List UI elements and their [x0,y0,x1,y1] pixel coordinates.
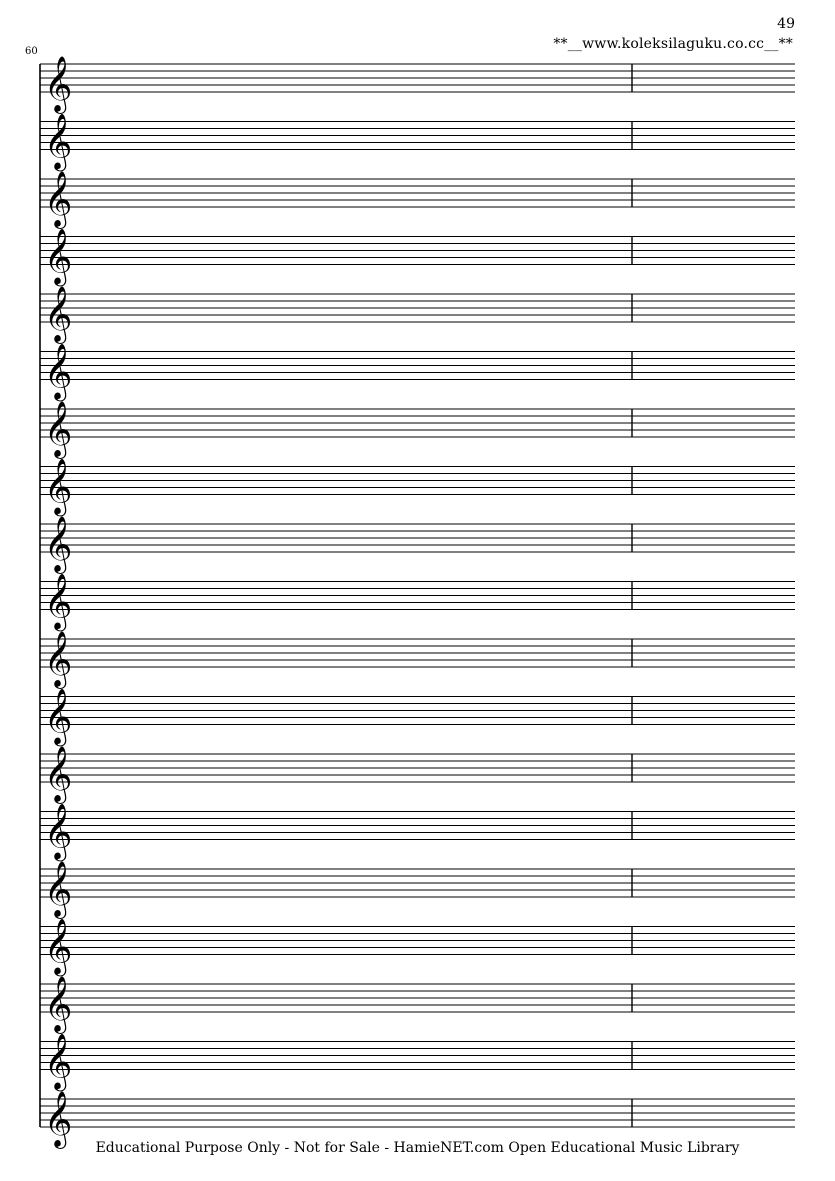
staff [40,56,795,114]
treble-clef-icon: 𝄞 [44,171,73,227]
website-watermark: **__www.koleksilaguku.co.cc__** [553,36,793,52]
staff [40,631,795,689]
staff [40,804,795,862]
treble-clef-icon: 𝄞 [44,1091,73,1147]
page-number: 49 [777,16,795,32]
staff [40,861,795,919]
staff [40,229,795,287]
staff [40,574,795,632]
treble-clef-icon: 𝄞 [44,1033,73,1090]
treble-clef-icon: 𝄞 [44,803,73,860]
treble-clef-icon: 𝄞 [44,113,73,170]
staff [40,459,795,517]
treble-clef-icon: 𝄞 [44,343,73,400]
staff [40,401,795,459]
staff [40,976,795,1034]
treble-clef-icon: 𝄞 [44,401,73,457]
treble-clef-icon: 𝄞 [44,56,73,112]
treble-clef-icon: 𝄞 [44,286,73,342]
measure-number: 60 [25,46,38,57]
treble-clef-icon: 𝄞 [44,458,73,515]
staff [40,171,795,229]
staff [40,1034,795,1092]
treble-clef-icon: 𝄞 [44,688,73,745]
treble-clef-icon: 𝄞 [44,746,73,802]
staff [40,689,795,747]
staff [40,919,795,977]
treble-clef-icon: 𝄞 [44,228,73,285]
staff [40,344,795,402]
treble-clef-icon: 𝄞 [44,976,73,1032]
treble-clef-icon: 𝄞 [44,918,73,975]
staff [40,114,795,172]
staff [40,516,795,574]
footer-notice: Educational Purpose Only - Not for Sale - HamieNET.com Open Educational Music Library [95,1140,740,1156]
staff [40,746,795,804]
treble-clef-icon: 𝄞 [44,573,73,630]
treble-clef-icon: 𝄞 [44,631,73,687]
staff [40,286,795,344]
treble-clef-icon: 𝄞 [44,516,73,572]
treble-clef-icon: 𝄞 [44,861,73,917]
staff-group [40,56,795,1149]
